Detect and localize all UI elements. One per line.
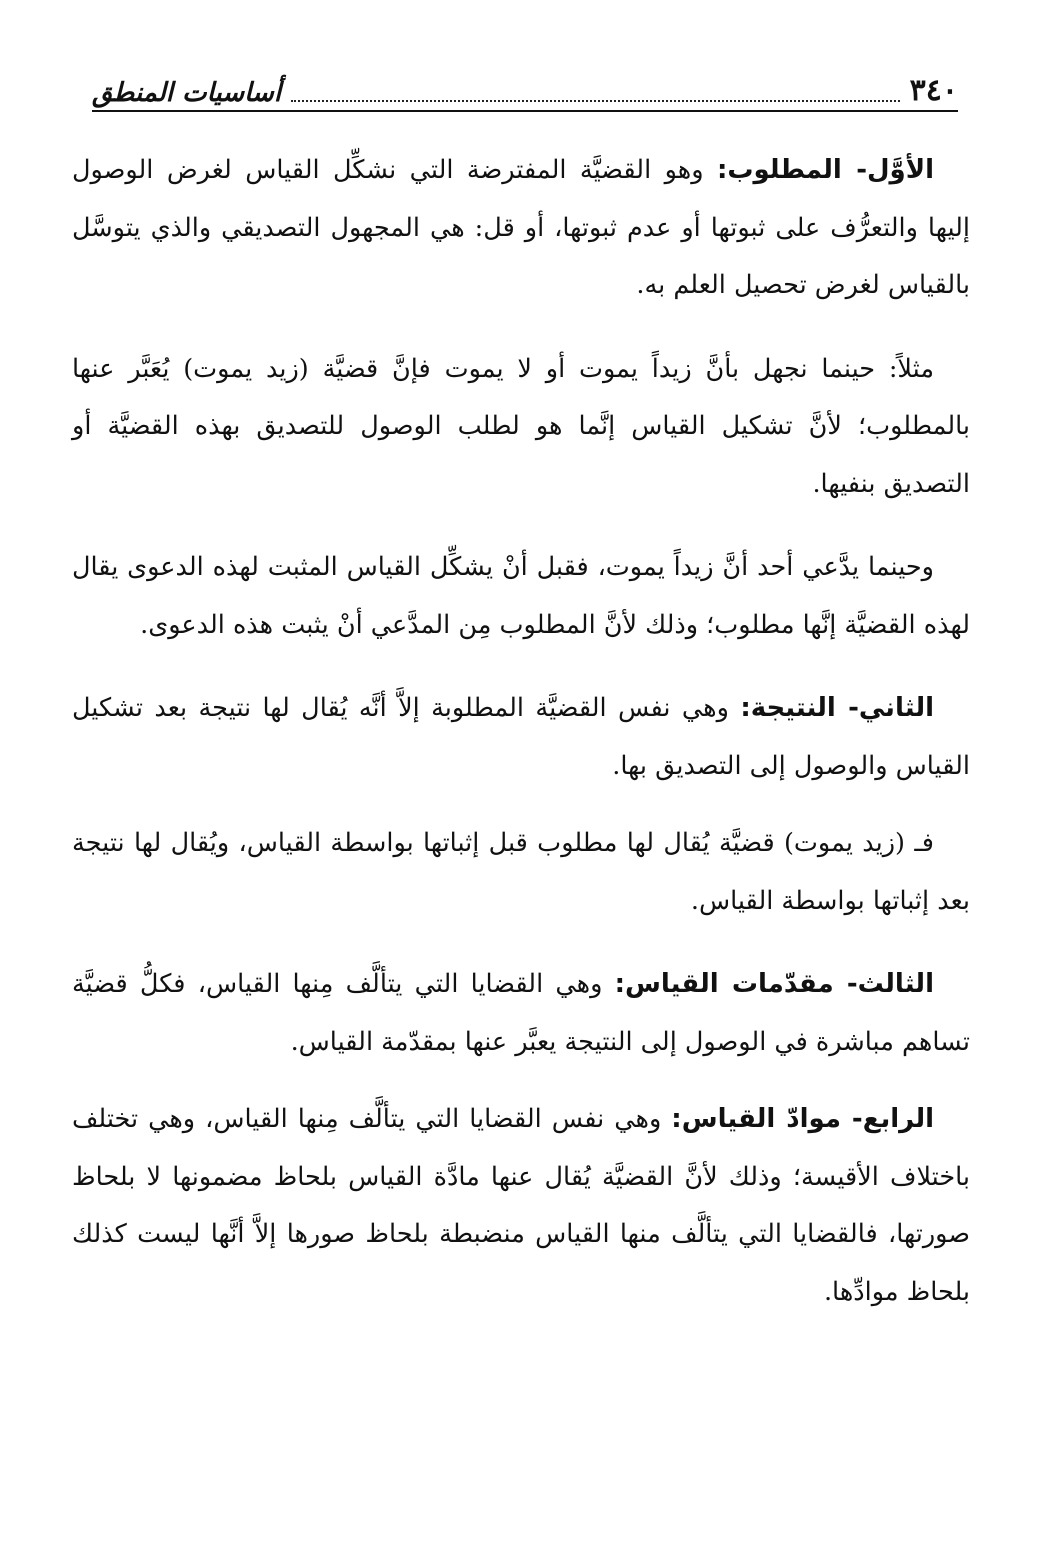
paragraph-first-matlub xyxy=(72,142,970,315)
body-text xyxy=(72,142,970,1347)
paragraph-claim-matlub xyxy=(72,539,970,654)
paragraph-example-matlub xyxy=(72,341,970,514)
book-title: أساسيات المنطق xyxy=(92,78,282,108)
paragraph-text: وهي القضايا التي يتألَّف مِنها القياس، فكلُّ قضيَّة تساهم مباشرة في الوصول إلى النتيجة يعبَّر عنها بمقدّمة القياس. xyxy=(72,969,970,1057)
paragraph-text: وهو القضيَّة المفترضة التي نشكِّل القياس لغرض الوصول إليها والتعرُّف على ثبوتها أو عدم ثبوتها، أو قل: هي المجهول التصديقي والذي يتوسَّل بالقياس لغرض تحصيل العلم به. xyxy=(72,155,970,300)
paragraph-text: مثلاً: حينما نجهل بأنَّ زيداً يموت أو لا يموت فإنَّ قضيَّة (زيد يموت) يُعَبَّر عنها بالمطلوب؛ لأنَّ تشكيل القياس إنَّما هو لطلب الوصول للتصديق بهذه القضيَّة أو التصديق بنفيها. xyxy=(72,353,970,499)
term-muqaddimat: الثالث- مقدّمات القياس: xyxy=(614,969,934,999)
header-dotted-leader xyxy=(291,98,900,102)
paragraph-fourth-mawadd xyxy=(72,1091,970,1321)
paragraph-text: وهي نفس القضيَّة المطلوبة إلاَّ أنَّه يُقال لها نتيجة بعد تشكيل القياس والوصول إلى التصديق بها. xyxy=(72,693,970,781)
paragraph-text: فـ (زيد يموت) قضيَّة يُقال لها مطلوب قبل إثباتها بواسطة القياس، ويُقال لها نتيجة بعد إثباتها بواسطة القياس. xyxy=(72,828,970,916)
paragraph-third-muqaddimat xyxy=(72,956,970,1071)
paragraph-second-natija xyxy=(72,680,970,795)
term-natija: الثاني- النتيجة: xyxy=(740,693,934,723)
term-matlub: الأوَّل- المطلوب: xyxy=(716,155,934,185)
paragraph-example-natija xyxy=(72,815,970,930)
paragraph-text: وحينما يدَّعي أحد أنَّ زيداً يموت، فقبل أنْ يشكِّل القياس المثبت لهذه الدعوى يقال لهذه القضيَّة إنَّها مطلوب؛ وذلك لأنَّ المطلوب مِن المدَّعي أنْ يثبت هذه الدعوى. xyxy=(72,552,970,640)
running-header xyxy=(92,66,958,112)
page-number: ٣٤٠ xyxy=(909,73,958,108)
paragraph-text: وهي نفس القضايا التي يتألَّف مِنها القياس، وهي تختلف باختلاف الأقيسة؛ وذلك لأنَّ القضيَّة يُقال عنها مادَّة القياس بلحاظ مضمونها لا بلحاظ صورتها، فالقضايا التي يتألَّف منها القياس منضبطة بلحاظ صورها إلاَّ أنَّها ليست كذلك بلحاظ موادِّها. xyxy=(72,1104,970,1307)
term-mawadd: الرابع- موادّ القياس: xyxy=(671,1104,934,1134)
